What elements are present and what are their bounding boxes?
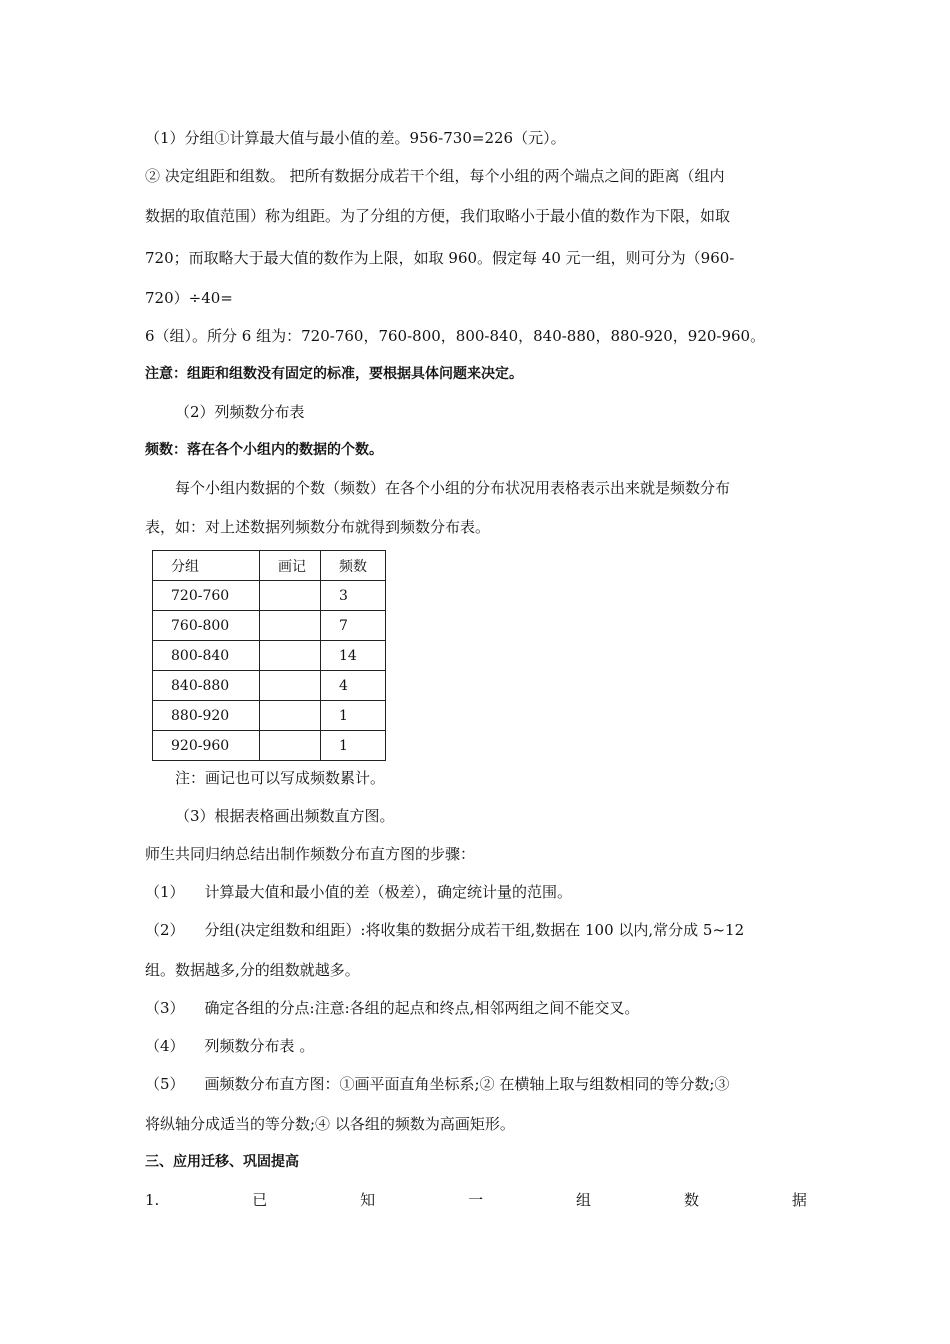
para-class-width-2: 数据的取值范围）称为组距。为了分组的方便，我们取略小于最小值的数作为下限，如取 [145,207,731,225]
cell-group: 720-760 [153,581,260,611]
para-class-width-1: ② 决定组距和组数。 把所有数据分成若干个组，每个小组的两个端点之间的距离（组内 [145,167,725,185]
para-frequency-table-1: 每个小组内数据的个数（频数）在各个小组的分布状况用表格表示出来就是频数分布 [175,479,731,497]
step-5 [145,1074,729,1094]
cell-frequency: 7 [321,611,386,641]
cell-group: 800-840 [153,641,260,671]
definition-frequency: 频数：落在各个小组内的数据的个数。 [145,442,383,458]
step-5-cont: 将纵轴分成适当的等分数;④ 以各组的频数为高画矩形。 [145,1115,515,1133]
step-number: （2） [145,921,185,939]
para-class-width-3: 720；而取略大于最大值的数作为上限，如取 960。假定每 40 元一组，则可分为（960- [145,249,735,267]
table-header-row [153,551,386,581]
cell-group: 760-800 [153,611,260,641]
cell-mark [260,611,321,641]
para-six-groups: 6（组）。所分 6 组为：720-760，760-800，800-840，840-880，880-920，920-960。 [145,327,766,345]
step-number: （5） [145,1075,185,1093]
step-1 [145,882,572,902]
step-text: 分组(决定组数和组距）:将收集的数据分成若干组,数据在 100 以内,常分成 5~12 [204,921,745,939]
cell-frequency: 3 [321,581,386,611]
cell-mark [260,701,321,731]
heading-frequency-table: （2）列频数分布表 [175,403,305,421]
step-number: （1） [145,883,185,901]
step-3 [145,998,639,1018]
cell-mark [260,731,321,761]
question-char: 据 [791,1191,807,1209]
cell-mark [260,641,321,671]
table-row [153,701,386,731]
question-number: 1. [145,1191,160,1209]
table-row [153,731,386,761]
question-char: 组 [576,1191,592,1209]
cell-mark [260,671,321,701]
para-frequency-table-2: 表，如：对上述数据列频数分布就得到频数分布表。 [145,518,491,536]
question-1-line [145,1190,807,1210]
table-row [153,641,386,671]
question-char: 知 [360,1191,376,1209]
question-char: 一 [468,1191,484,1209]
step-2 [145,920,744,940]
table-row [153,671,386,701]
question-char: 已 [252,1191,268,1209]
note-bold: 注意：组距和组数没有固定的标准，要根据具体问题来决定。 [145,366,523,382]
step-text: 画频数分布直方图：①画平面直角坐标系;② 在横轴上取与组数相同的等分数;③ [204,1075,730,1093]
step-number: （3） [145,999,185,1017]
para-grouping-step1: （1）分组①计算最大值与最小值的差。956-730=226（元）。 [145,129,566,147]
cell-frequency: 14 [321,641,386,671]
header-group: 分组 [153,551,260,581]
para-summary: 师生共同归纳总结出制作频数分布直方图的步骤： [145,845,476,863]
cell-frequency: 4 [321,671,386,701]
cell-frequency: 1 [321,731,386,761]
table-row [153,581,386,611]
step-2-cont: 组。数据越多,分的组数就越多。 [145,961,360,979]
heading-histogram: （3）根据表格画出频数直方图。 [175,807,395,825]
cell-frequency: 1 [321,701,386,731]
cell-mark [260,581,321,611]
question-char: 数 [683,1191,699,1209]
step-text: 列频数分布表 。 [204,1037,315,1055]
cell-group: 920-960 [153,731,260,761]
header-mark: 画记 [260,551,321,581]
section-heading: 三、应用迁移、巩固提高 [145,1154,299,1170]
header-frequency: 频数 [321,551,386,581]
step-text: 计算最大值和最小值的差（极差），确定统计量的范围。 [204,883,573,901]
table-note: 注：画记也可以写成频数累计。 [175,769,386,787]
table-row [153,611,386,641]
step-number: （4） [145,1037,185,1055]
para-class-width-4: 720）÷40= [145,289,233,307]
step-text: 确定各组的分点:注意:各组的起点和终点,相邻两组之间不能交叉。 [204,999,640,1017]
cell-group: 840-880 [153,671,260,701]
cell-group: 880-920 [153,701,260,731]
frequency-table [152,550,386,761]
step-4 [145,1036,314,1056]
